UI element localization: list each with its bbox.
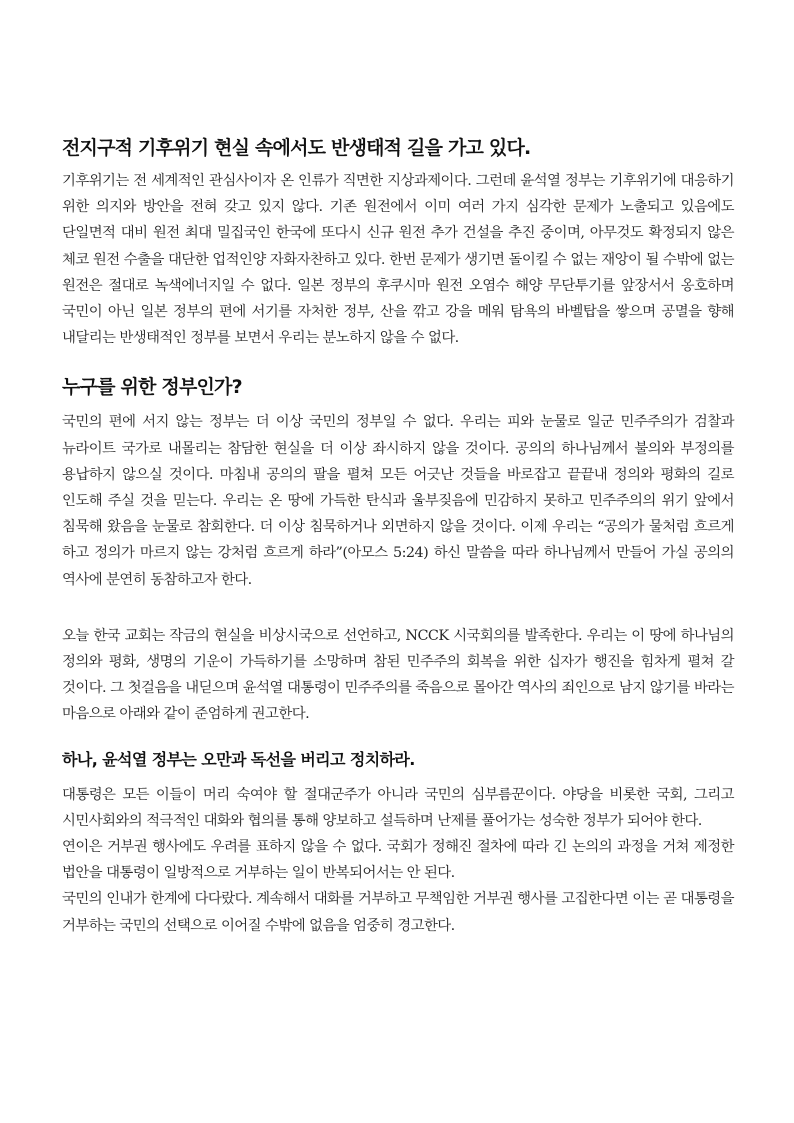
section-heading-climate: 전지구적 기후위기 현실 속에서도 반생태적 길을 가고 있다. bbox=[62, 137, 531, 159]
paragraph-warning: 국민의 인내가 한계에 다다랐다. 계속해서 대화를 거부하고 무책임한 거부권 행사를 고집한다면 이는 곧 대통령을 거부하는 국민의 선택으로 이어질 수밖에 없음을 엄중히 경고한다. bbox=[62, 891, 734, 934]
document-page bbox=[62, 130, 734, 939]
paragraph-president-role: 대통령은 모든 이들이 머리 숙여야 할 절대군주가 아니라 국민의 심부름꾼이다. 야당을 비롯한 국회, 그리고 시민사회와의 적극적인 대화와 협의를 통해 양보하고 설득하며 난제를 풀어가는 성숙한 정부가 되어야 한다. bbox=[62, 786, 734, 829]
section-heading-government: 누구를 위한 정부인가? bbox=[62, 376, 242, 399]
recommendation-heading-one: 하나, 윤석열 정부는 오만과 독선을 버리고 정치하라. bbox=[62, 749, 415, 769]
paragraph-government: 국민의 편에 서지 않는 정부는 더 이상 국민의 정부일 수 없다. 우리는 피와 눈물로 일군 민주주의가 검찰과 뉴라이트 국가로 내몰리는 참담한 현실을 더 이상 좌시하지 않을 것이다. 공의의 하나님께서 불의와 부정의를 용납하지 않으실 것이다. 마침내 공의의 팔을 펼쳐 모든 어긋난 것들을 바로잡고 끝끝내 정의와 평화의 길로 인도해 주실 것을 믿는다. 우리는 온 땅에 가득한 탄식과 울부짖음에 민감하지 못하고 민주주의의 위기 앞에서 침묵해 왔음을 눈물로 참회한다. 더 이상 침묵하거나 외면하지 않을 것이다. 이제 우리는 “공의가 물처럼 흐르게 하고 정의가 마르지 않는 강처럼 흐르게 하라”(아모스 5:24) 하신 말씀을 따라 하나님께서 만들어 가실 공의의 역사에 분연히 동참하고자 한다. bbox=[62, 414, 734, 588]
paragraph-declaration: 오늘 한국 교회는 작금의 현실을 비상시국으로 선언하고, NCCK 시국회의를 발족한다. 우리는 이 땅에 하나님의 정의와 평화, 생명의 기운이 가득하기를 소망하며 참된 민주주의 회복을 위한 십자가 행진을 힘차게 펼쳐 갈 것이다. 그 첫걸음을 내딛으며 윤석열 대통령이 민주주의를 죽음으로 몰아간 역사의 죄인으로 남지 않기를 바라는 마음으로 아래와 같이 준엄하게 권고한다. bbox=[62, 627, 734, 723]
paragraph-climate: 기후위기는 전 세계적인 관심사이자 온 인류가 직면한 지상과제이다. 그런데 윤석열 정부는 기후위기에 대응하기 위한 의지와 방안을 전혀 갖고 있지 않다. 기존 원전에서 이미 여러 가지 심각한 문제가 노출되고 있음에도 단일면적 대비 원전 최대 밀집국인 한국에 또다시 신규 원전 추가 건설을 추진 중이며, 아무것도 확정되지 않은 체코 원전 수출을 대단한 업적인양 자화자찬하고 있다. 한번 문제가 생기면 돌이킬 수 없는 재앙이 될 수밖에 없는 원전은 절대로 녹색에너지일 수 없다. 일본 정부의 후쿠시마 원전 오염수 해양 무단투기를 앞장서서 옹호하며 국민이 아닌 일본 정부의 편에 서기를 자처한 정부, 산을 깎고 강을 메워 탐욕의 바벨탑을 쌓으며 공멸을 향해 내달리는 반생태적인 정부를 보면서 우리는 분노하지 않을 수 없다. bbox=[62, 173, 734, 347]
paragraph-veto-concern: 연이은 거부권 행사에도 우려를 표하지 않을 수 없다. 국회가 정해진 절차에 따라 긴 논의의 과정을 거쳐 제정한 법안을 대통령이 일방적으로 거부하는 일이 반복되어서는 안 된다. bbox=[62, 839, 734, 882]
